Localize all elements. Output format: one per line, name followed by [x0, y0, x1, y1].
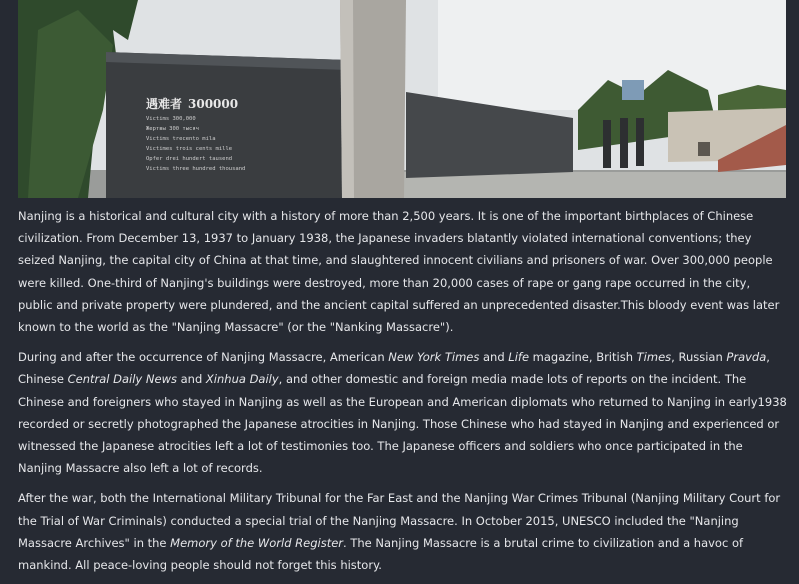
wall-line: Жертвы 300 тысяч — [146, 126, 199, 132]
wall-number: 300000 — [188, 97, 239, 111]
wall-line: Victims trecento mila — [146, 136, 216, 142]
title-central-daily-news: Central Daily News — [67, 372, 177, 387]
memorial-photo — [18, 0, 786, 198]
wall-line: Victims three hundred thousand — [146, 166, 246, 172]
title-pravda: Pravda — [726, 350, 767, 365]
title-xinhua-daily: Xinhua Daily — [205, 372, 279, 387]
title-times: Times — [636, 350, 672, 365]
paragraph-media: During and after the occurrence of Nanjing Massacre, American New York Times and Life magazine, British Times, Russian Pravda, Chinese Central Daily News and Xinhua Daily, and other domestic and foreign media made lots of reports on the incident. The Chinese and foreigners who stayed in Nanjing as well as the European and American diplomats who returned to Nanjing in early1938 recorded or secretly photographed the Japanese atrocities in Nanjing. Those Chinese who had stayed in Nanjing and experienced or witnessed the Japanese atrocities left a lot of testimonies too. The Japanese officers and soldiers who once participated in the Nanjing Massacre also left a lot of records. — [18, 350, 787, 476]
wall-heading: 遇难者 — [146, 97, 183, 111]
wall-line: Victimes trois cents mille — [146, 146, 233, 152]
title-new-york-times: New York Times — [388, 350, 480, 365]
paragraph-tribunal: After the war, both the International Military Tribunal for the Far East and the Nanjing War Crimes Tribunal (Nanjing Military Court for the Trial of War Criminals) conducted a special trial of the Nanjing Massacre. In October 2015, UNESCO included the "Nanjing Massacre Archives" in the Memory of the World Register. The Nanjing Massacre is a brutal crime to civilization and a havoc of mankind. All peace-loving people should not forget this history. — [18, 491, 781, 573]
wall-line: Victims 300,000 — [146, 116, 196, 122]
title-life: Life — [508, 350, 530, 365]
title-memory-of-the-world: Memory of the World Register — [170, 535, 344, 550]
paragraph-history: Nanjing is a historical and cultural city with a history of more than 2,500 years. It is one of the important birthplaces of Chinese civilization. From December 13, 1937 to January 1938, the Japanese invaders blatantly violated international conventions; they seized Nanjing, the capital city of China at that time, and slaughtered innocent civilians and prisoners of war. Over 300,000 people were killed. One-third of Nanjing's buildings were destroyed, more than 20,000 cases of rape or gang rape occurred in the city, public and private property were plundered, and the ancient capital suffered an unprecedented disaster.This bloody event was later known to the world as the "Nanjing Massacre" (or the "Nanking Massacre"). — [18, 209, 780, 335]
wall-line: Opfer drei hundert tausend — [146, 156, 233, 162]
article-body — [18, 205, 788, 584]
